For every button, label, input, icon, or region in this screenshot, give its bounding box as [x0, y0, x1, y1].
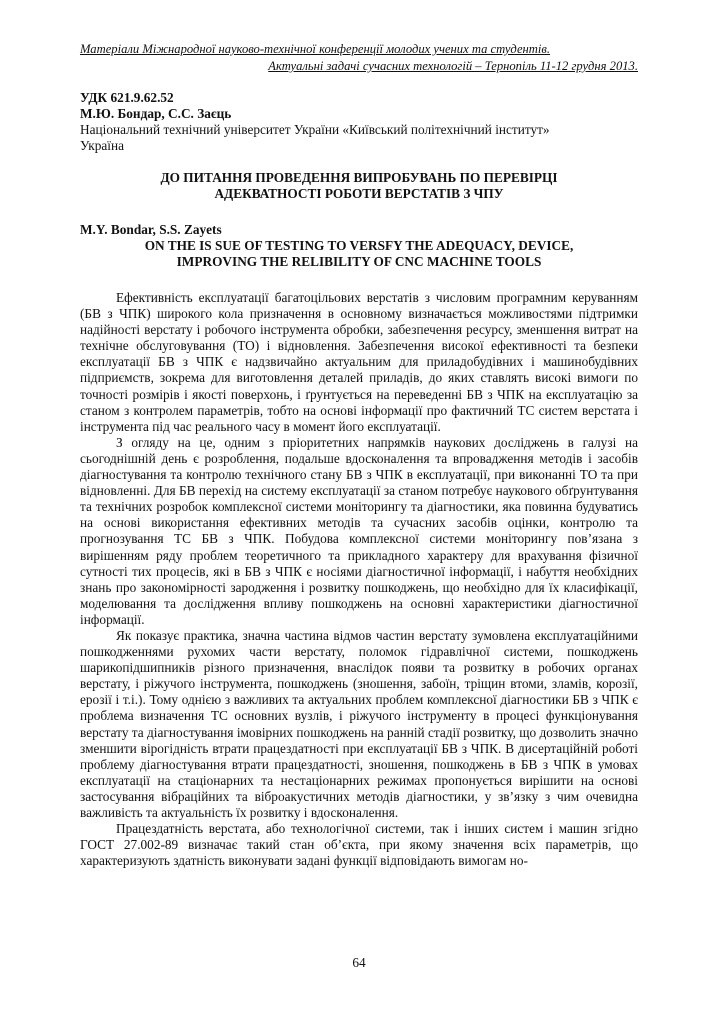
title-en-line2: IMPROVING THE RELIBILITY OF CNC MACHINE TOOLS — [176, 254, 542, 269]
paragraph: Як показує практика, значна частина відмов частин верстату зумовлена експлуатаційними пошкодженнями рухомих части верстату, поломок гідравлічної системи, пошкоджень шарикопідшипників різного призначення, внаслідок появи та розвитку в робочих органах верстату, і ріжучого інструмента, пошкоджень (зношення, забоїн, тріщин втоми, зламів, корозії, ерозії і т.і.). Тому однією з важливих та актуальних проблем комплексної діагностики БВ з ЧПК є проблема визначення ТС основних вузлів, і ріжучого інструменту в процесі функціонування верстату та діагностування імовірних пошкоджень на ранній стадії розвитку, що дозволить значно зменшити вірогідність втрати працездатності при експлуатації БВ з ЧПК. В дисертаційній роботі проблему діагностування втрати працездатності, зношення, пошкоджень в БВ з ЧПК в умовах експлуатації на стаціонарних та нестаціонарних режимах пропонується вирішити на основі застосування вібраційних та віброакустичних методів діагностики, у зв’язку з чим очевидна важливість та актуальність їх розвитку і вдосконалення. — [80, 627, 638, 820]
authors-ua: М.Ю. Бондар, С.С. Заєць — [80, 106, 232, 121]
affiliation-block — [80, 122, 638, 154]
page-number: 64 — [352, 955, 366, 970]
title-ua-line1: ДО ПИТАННЯ ПРОВЕДЕННЯ ВИПРОБУВАНЬ ПО ПЕРЕВІРЦІ — [160, 170, 558, 185]
udc-code: УДК 621.9.62.52 — [80, 90, 174, 105]
title-en-line1: ON THE IS SUE OF TESTING TO VERSFY THE ADEQUACY, DEVICE, — [144, 238, 574, 253]
body-text — [80, 290, 638, 869]
affiliation: Національний технічний університет України «Київський політехнічний інститут» — [80, 122, 550, 137]
authors-en: M.Y. Bondar, S.S. Zayets — [80, 222, 222, 237]
title-ua-line2: АДЕКВАТНОСТІ РОБОТИ ВЕРСТАТІВ З ЧПУ — [214, 186, 504, 201]
title-ua — [80, 170, 638, 202]
paragraph: Ефективність експлуатації багатоцільових верстатів з числовим програмним керуванням (БВ з ЧПК) широкого кола призначення в основному визначається можливостями підтримки надійності верстату і робочого інструмента обробки, забезпечення ресурсу, зменшення витрат на технічне обслуговування (ТО) і відновлення. Забезпечення високої ефективності та безпеки експлуатації БВ з ЧПК є надзвичайно актуальним для приладобудівних і машинобудівних підприємств, зокрема для виготовлення деталей приладів, до яких ставлять високі вимоги по точності розмірів і якості поверхонь, і ґрунтується на переведенні БВ з ЧПК на експлуатацію за станом з контролем параметрів, тобто на основі інформації про фактичний ТС систем верстата і інструмента під час реального часу в момент його експлуатації. — [80, 290, 638, 434]
paragraph: З огляду на це, одним з пріоритетних напрямків наукових досліджень в галузі на сьогоднішній день є розроблення, подальше вдосконалення та впровадження методів і засобів діагностування та контролю технічного стану БВ з ЧПК в експлуатації, при виконанні ТО та при відновленні. Для БВ перехід на систему експлуатації за станом потребує наукового обґрунтування та технічних розробок комплексної системи моніторингу та діагностики, яка повинна будуватись на основі використання ефективних методів та сучасних засобів оцінки, контролю та прогнозування ТС БВ з ЧПК. Побудова комплексної системи моніторингу пов’язана з вирішенням ряду проблем теоретичного та прикладного характеру для врахування фізичної сутності тих процесів, які в БВ з ЧПК є носіями діагностичної інформації, і набуття необхідних знань про закономірності зародження і розвитку пошкоджень, що необхідно для їх класифікації, моделювання та дослідження впливу пошкоджень на основні характеристики діагностичної інформації. — [80, 434, 638, 627]
title-en — [80, 238, 638, 270]
running-header-event: Актуальні задачі сучасних технологій – Тернопіль 11-12 грудня 2013. — [268, 59, 638, 73]
country: Україна — [80, 138, 124, 153]
paragraph: Працездатність верстата, або технологічної системи, так і інших систем і машин згідно ГОСТ 27.002-89 визначає такий стан об’єкта, при якому значення всіх параметрів, що характеризують здатність виконувати задані функції відповідають вимогам но- — [80, 821, 638, 869]
running-header-conference: Матеріали Міжнародної науково-технічної конференції молодих учених та студентів. — [80, 42, 551, 56]
